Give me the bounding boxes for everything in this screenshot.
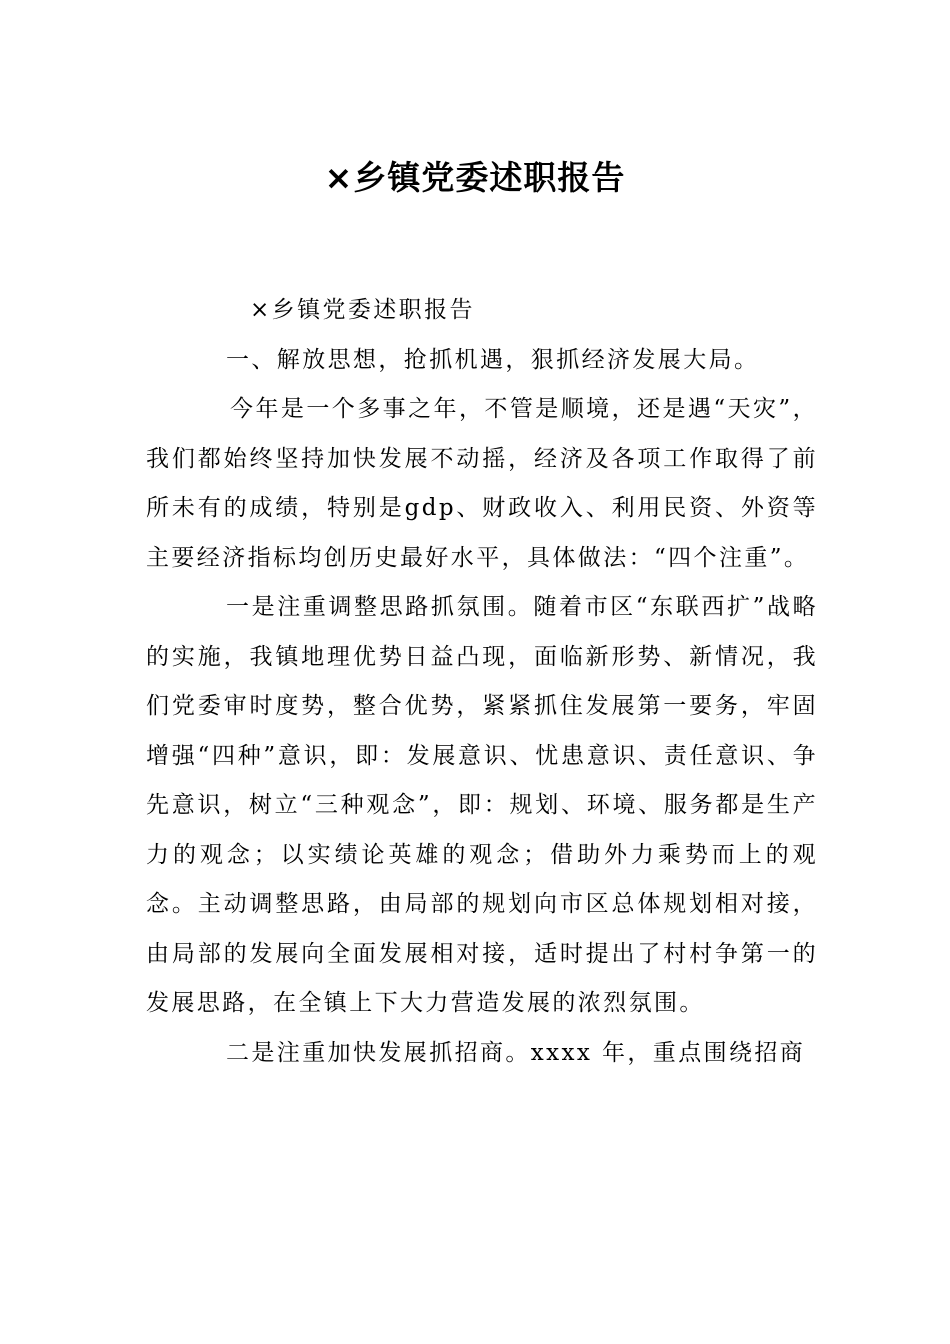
paragraph: 一是注重调整思路抓氛围。随着市区“东联西扩”战略的实施，我镇地理优势日益凸现，面临新形势、新情况，我们党委审时度势，整合优势，紧紧抓住发展第一要务，牢固增强“四种”意识，即：发展意识、忧患意识、责任意识、争先意识，树立“三种观念”，即：规划、环境、服务都是生产力的观念；以实绩论英雄的观念；借助外力乘势而上的观念。主动调整思路，由局部的规划向市区总体规划相对接，由局部的发展向全面发展相对接，适时提出了村村争第一的发展思路，在全镇上下大力营造发展的浓烈氛围。 (146, 594, 818, 1016)
document-subtitle: ×乡镇党委述职报告 (250, 297, 475, 323)
paragraph: 今年是一个多事之年，不管是顺境，还是遇“天灾”，我们都始终坚持加快发展不动摇，经济及各项工作取得了前所未有的成绩，特别是gdp、财政收入、利用民资、外资等主要经济指标均创历史最好水平，具体做法：“四个注重”。 (146, 396, 818, 571)
document-body (146, 286, 818, 1078)
section-heading: 一、解放思想，抢抓机遇，狠抓经济发展大局。 (226, 346, 760, 373)
document-title: ×乡镇党委述职报告 (324, 158, 626, 197)
paragraph: 二是注重加快发展抓招商。xxxx 年，重点围绕招商 (226, 1039, 806, 1066)
